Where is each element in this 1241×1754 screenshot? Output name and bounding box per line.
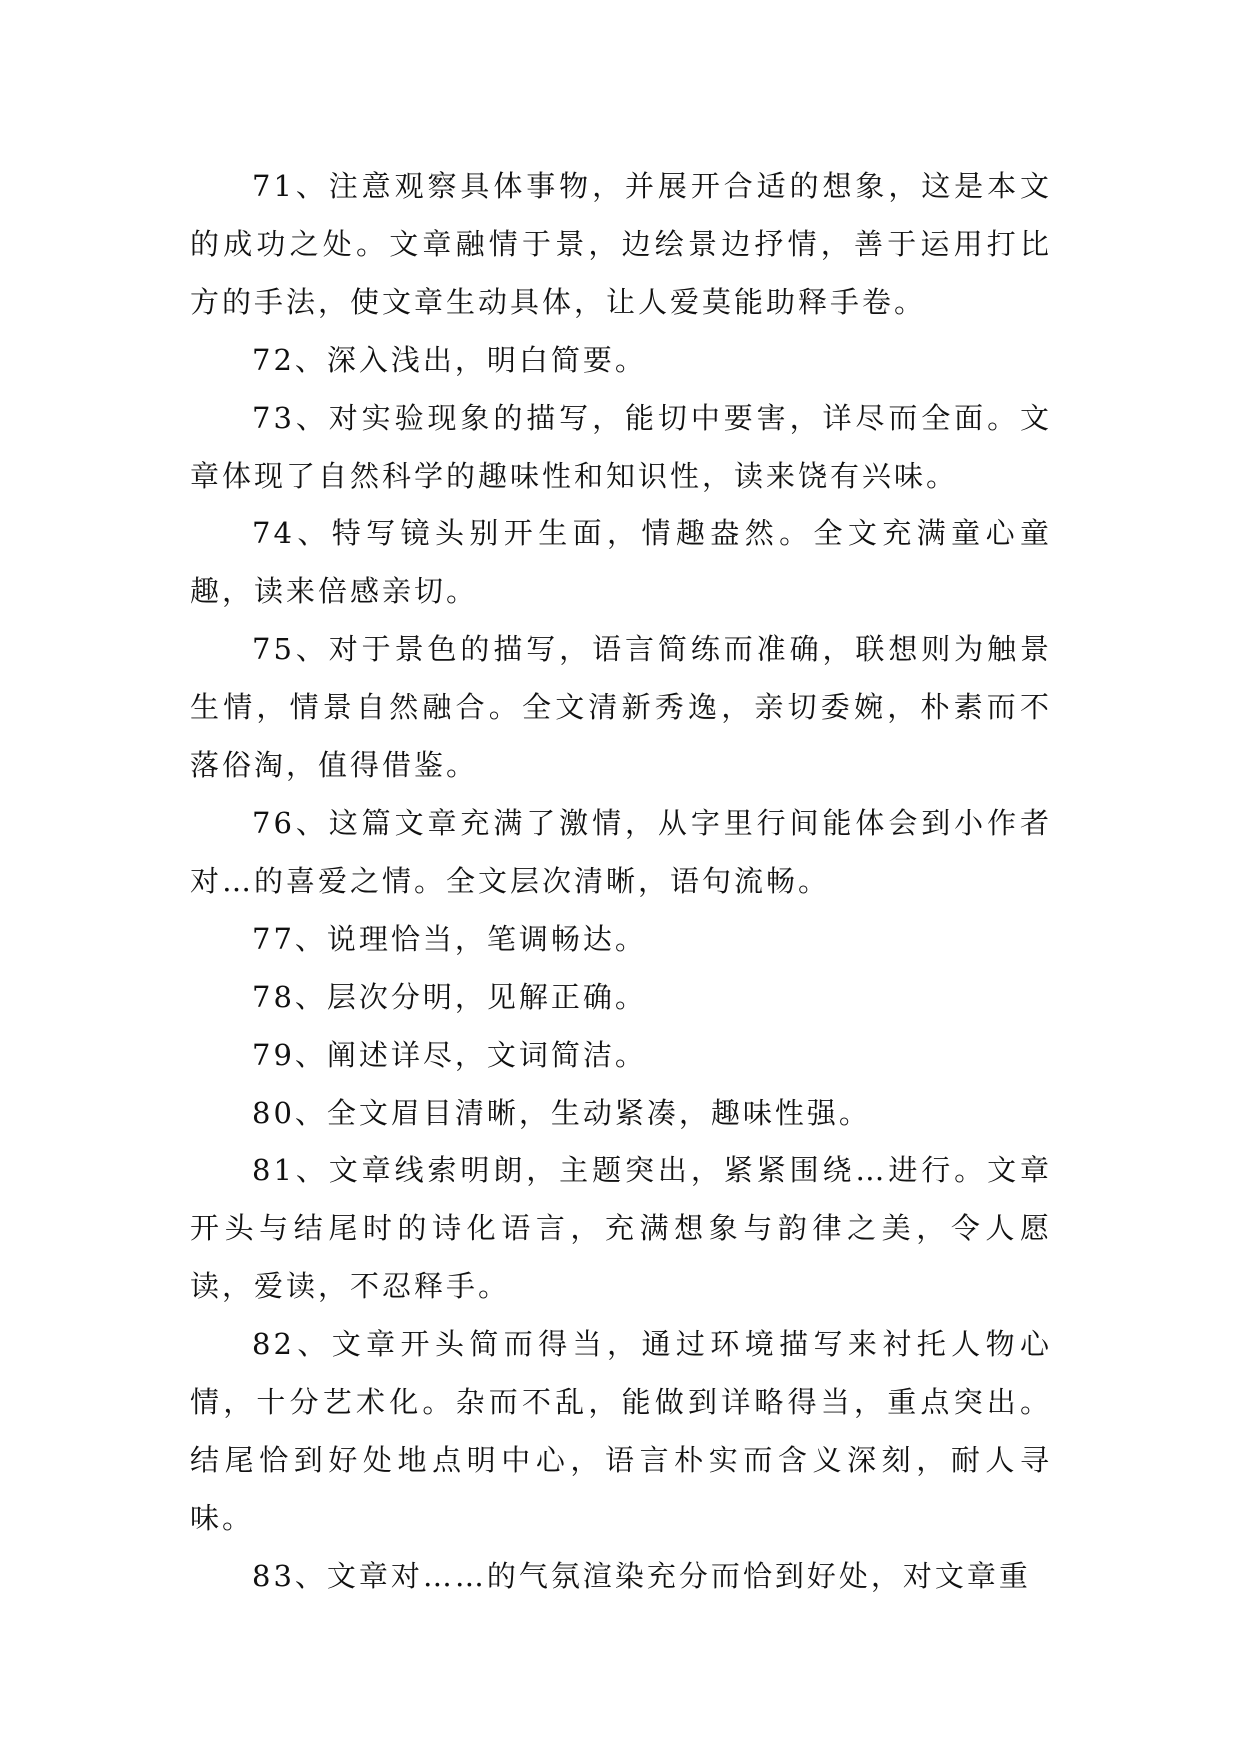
paragraph-72: 72、深入浅出，明白简要。: [252, 342, 647, 377]
paragraph-83: 83、文章对……的气氛渲染充分而恰到好处，对文章重: [252, 1558, 1031, 1593]
paragraph-73: 73、对实验现象的描写，能切中要害，详尽而全面。文章体现了自然科学的趣味性和知识性，读来饶有兴味。: [190, 400, 1052, 493]
document-body: [190, 158, 1052, 1606]
paragraph-75: 75、对于景色的描写，语言简练而准确，联想则为触景生情，情景自然融合。全文清新秀逸，亲切委婉，朴素而不落俗淘，值得借鉴。: [190, 632, 1052, 783]
paragraph-71: 71、注意观察具体事物，并展开合适的想象，这是本文的成功之处。文章融情于景，边绘景边抒情，善于运用打比方的手法，使文章生动具体，让人爱莫能助释手卷。: [190, 169, 1052, 319]
paragraph-78: 78、层次分明，见解正确。: [252, 979, 647, 1014]
paragraph-77: 77、说理恰当，笔调畅达。: [252, 921, 647, 956]
paragraph-80: 80、全文眉目清晰，生动紧凑，趣味性强。: [252, 1095, 871, 1130]
paragraph-74: 74、特写镜头别开生面，情趣盎然。全文充满童心童趣，读来倍感亲切。: [190, 516, 1052, 609]
paragraph-82: 82、文章开头简而得当，通过环境描写来衬托人物心情，十分艺术化。杂而不乱，能做到详略得当，重点突出。结尾恰到好处地点明中心，语言朴实而含义深刻，耐人寻味。: [190, 1327, 1052, 1535]
paragraph-81: 81、文章线索明朗，主题突出，紧紧围绕…进行。文章开头与结尾时的诗化语言，充满想象与韵律之美，令人愿读，爱读，不忍释手。: [190, 1153, 1052, 1304]
paragraph-76: 76、这篇文章充满了激情，从字里行间能体会到小作者对…的喜爱之情。全文层次清晰，语句流畅。: [190, 805, 1052, 898]
paragraph-79: 79、阐述详尽，文词简洁。: [252, 1037, 647, 1072]
